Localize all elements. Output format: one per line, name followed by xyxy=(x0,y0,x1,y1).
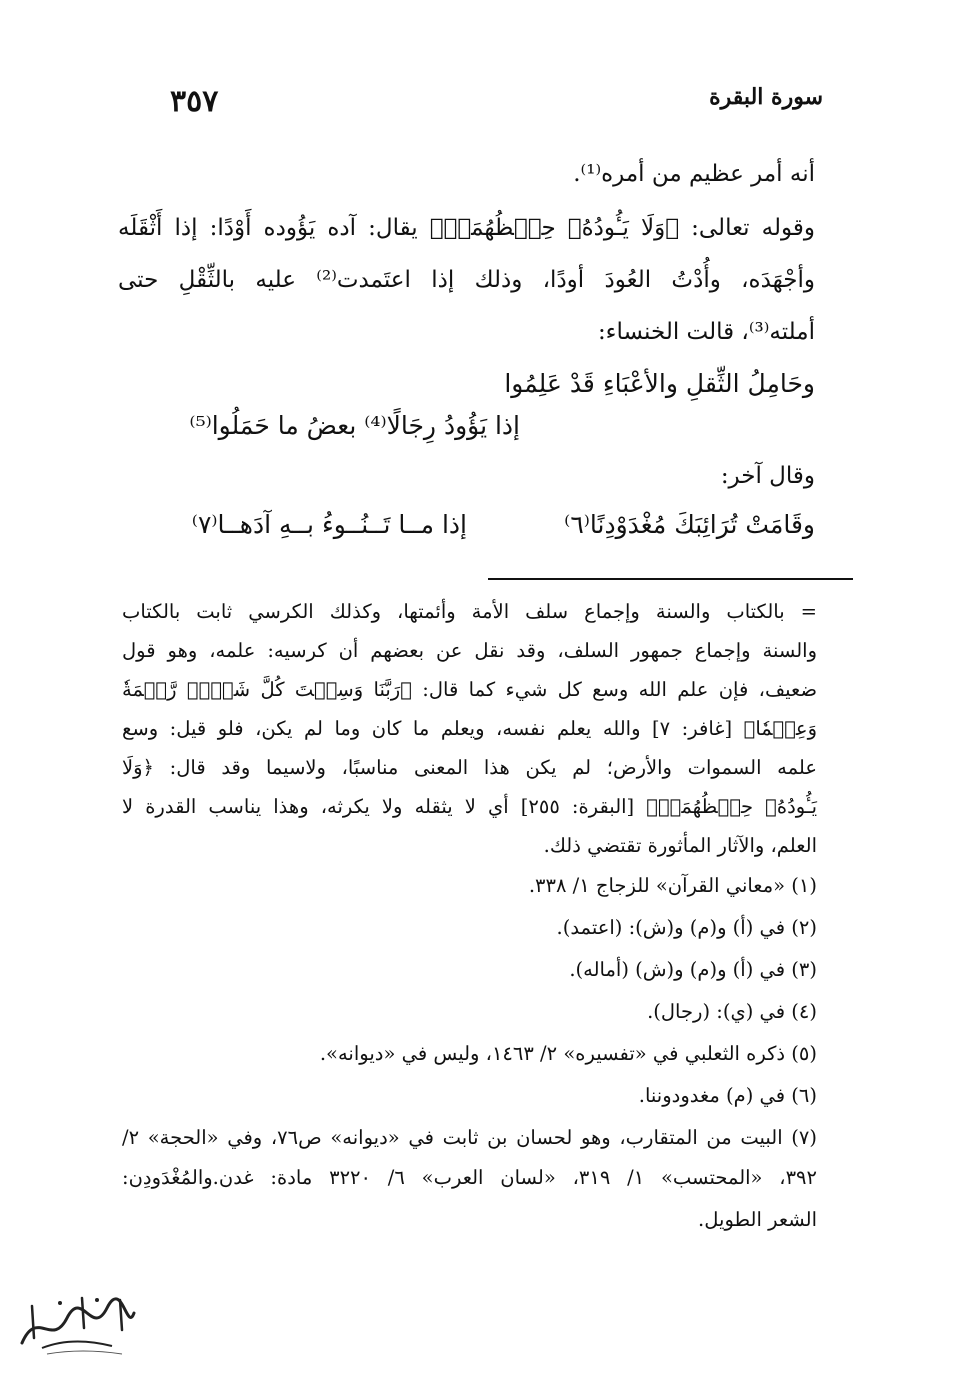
main-text-line: وقوله تعالى: ﴿وَلَا يَـُٔودُهُۥ حِفۡظُهُمَاۚ﴾ يقال: آده يَؤُوده أَوْدًا: إذا أَثْقَلَه xyxy=(118,215,815,241)
poem-verse-line: إذا يَؤُودُ رِجَالًا⁽⁴⁾ بعضُ ما حَمَلُوا⁽⁵⁾ xyxy=(189,411,520,440)
main-text-line: وقال آخر: xyxy=(720,463,815,489)
footnote-continuation-line: وَعِلۡمٗا﴾ [غافر: ٧] والله يعلم نفسه، ويعلم ما كان وما لم يكن، فلو قيل: وسع xyxy=(122,717,817,740)
footnote-item: (١) «معاني القرآن» للزجاج ١/ ٣٣٨. xyxy=(528,874,817,897)
footnote-item-continuation: ٣٩٢، «المحتسب» ١/ ٣١٩، «لسان العرب» ٦/ ٣٢٢٠ مادة: غدن.والمُغْدَودِن: xyxy=(122,1166,817,1189)
main-text-line: أملته⁽³⁾، قالت الخنساء: xyxy=(597,319,815,345)
footnote-continuation-line: يَـُٔودُهُۥ حِفۡظُهُمَاۚ﴾ [البقرة: ٢٥٥] أي لا يثقله ولا يكرثه، وهذا يناسب القدرة لا xyxy=(122,795,817,818)
footnote-continuation-line: = بالكتاب والسنة وإجماع سلف الأمة وأئمتها، وكذلك الكرسي ثابت بالكتاب xyxy=(122,600,817,623)
main-text-line: أنه أمر عظيم من أمره⁽¹⁾. xyxy=(573,161,815,187)
footnote-continuation-line: العلم، والآثار المأثورة تقتضي ذلك. xyxy=(543,834,817,857)
footnote-separator xyxy=(488,578,853,580)
footnote-item: (٤) في (ي): (رجال). xyxy=(647,1000,817,1023)
page-number: ٣٥٧ xyxy=(170,84,219,119)
poem-verse-first-half: وقَامَتْ تُرَائِبَكَ مُغْدَوْدِنًا⁽٦⁾ xyxy=(564,510,815,539)
footnote-item: (٧) البيت من المتقارب، وهو لحسان بن ثابت في «ديوانه» ص٧٦، وفي «الحجة» ٢/ xyxy=(122,1126,818,1149)
surah-header: سورة البقرة xyxy=(709,84,823,110)
footnote-item: (٣) في (أ) و(م) و(ش) (أماله). xyxy=(569,958,817,981)
calligraphy-logo xyxy=(12,1288,142,1358)
poem-verse-line: وحَامِلُ الثِّقلِ والأعْبَاءِ قَدْ عَلِمُوا xyxy=(504,369,815,398)
footnote-continuation-line: والسنة وإجماع جمهور السلف، وقد نقل عن بعضهم أن كرسيه: علمه، وهو قول xyxy=(122,639,817,662)
footnote-item-continuation: الشعر الطويل. xyxy=(698,1208,817,1231)
footnote-item: (٥) ذكره الثعلبي في «تفسيره» ٢/ ١٤٦٣، وليس في «ديوانه». xyxy=(319,1042,817,1065)
footnote-item: (٢) في (أ) و(م) و(ش): (اعتمد). xyxy=(556,916,817,939)
footnote-continuation-line: علمه السموات والأرض؛ لم يكن هذا المعنى مناسبًا، ولاسيما وقد قال: ﴿وَلَا xyxy=(122,756,817,779)
main-text-line: وأجْهَدَه، وأُدْتُ العُودَ أودًا، وذلك إذا اعتَمدت⁽²⁾ عليه بالثِّقْلِ حتى xyxy=(118,267,815,293)
footnote-item: (٦) في (م) مغدودوننا. xyxy=(638,1084,817,1107)
poem-verse-second-half: إذا مــا تَــنُــوءُ بــهِ آدَهــا⁽٧⁾ xyxy=(191,510,467,539)
footnote-continuation-line: ضعيف، فإن علم الله وسع كل شيء كما قال: ﴿رَبَّنَا وَسِعۡتَ كُلَّ شَيۡءٖ رَّحۡمَةٗ xyxy=(122,678,817,701)
